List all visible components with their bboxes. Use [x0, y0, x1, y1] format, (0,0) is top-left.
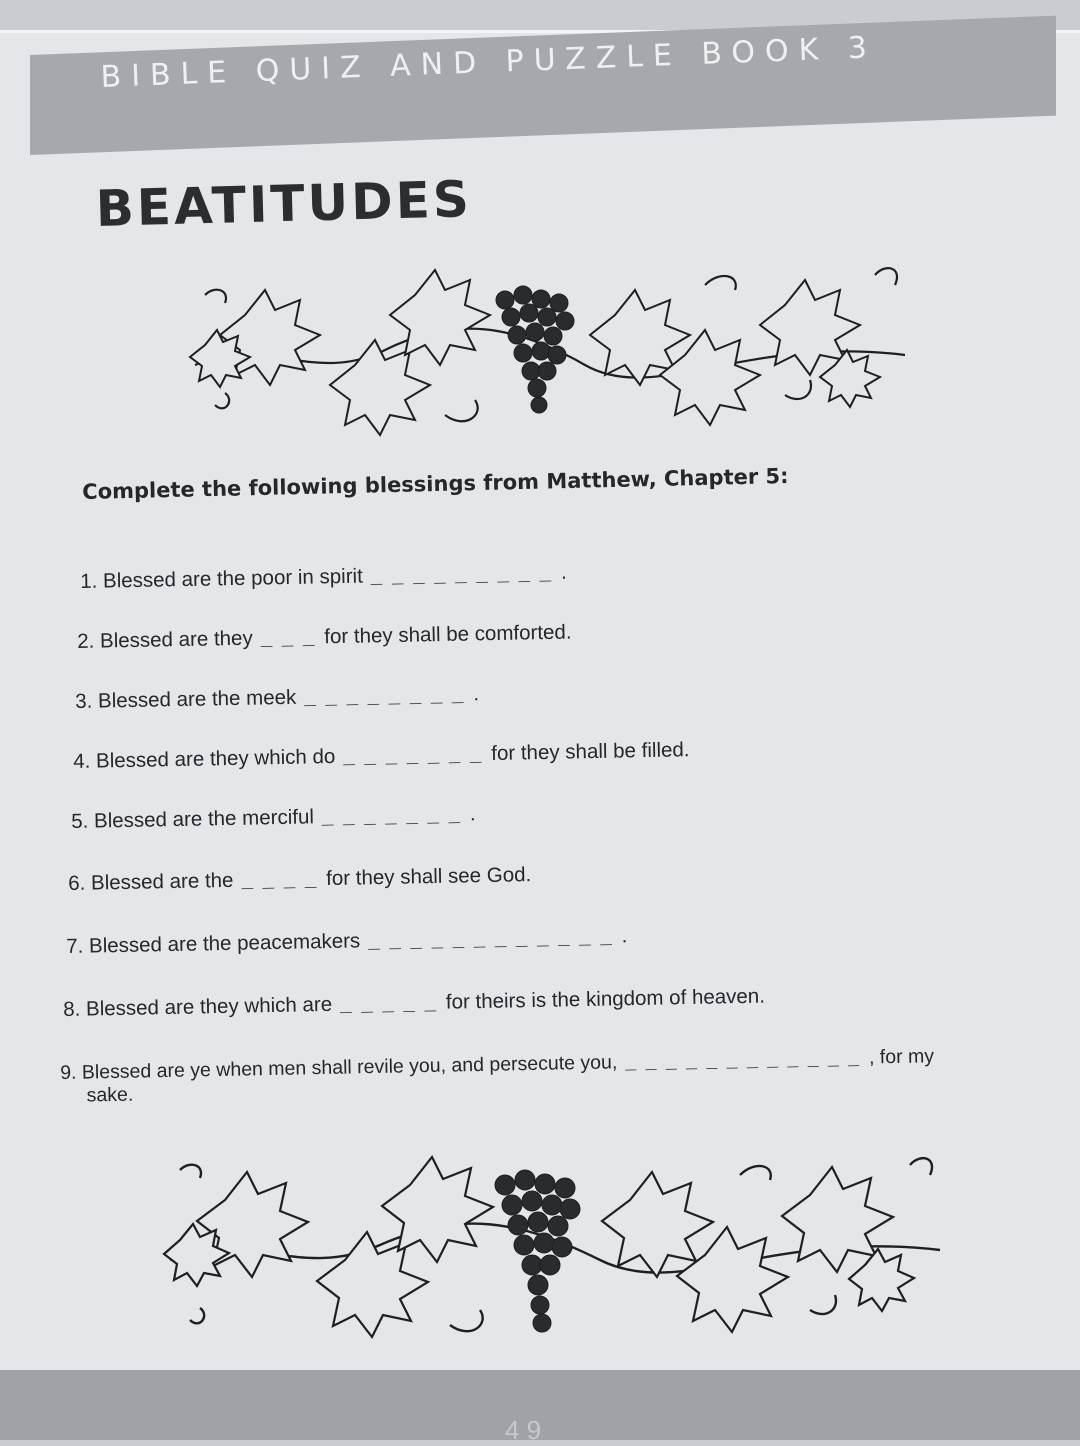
question-number: 8. — [63, 997, 81, 1021]
question-text: Blessed are the meek — [97, 685, 297, 713]
answer-blank[interactable]: _ _ _ _ _ _ _ — [321, 802, 463, 829]
question-ending: , for my — [868, 1045, 935, 1069]
instructions: Complete the following blessings from Matthew, Chapter 5: — [82, 463, 789, 504]
page-number: 4 9 — [505, 1415, 542, 1445]
answer-blank[interactable]: _ _ _ _ _ _ _ _ _ _ _ _ — [625, 1046, 862, 1074]
question-ending: for they shall be comforted. — [324, 620, 572, 649]
question-number: 5. — [71, 809, 89, 833]
grapevine-illustration-top — [185, 255, 915, 445]
question-number: 6. — [68, 871, 86, 895]
question-text: Blessed are they which do — [95, 744, 336, 773]
question-ending: . — [473, 682, 480, 706]
answer-blank[interactable]: _ _ _ _ _ _ _ _ _ — [370, 560, 554, 588]
question-number: 7. — [66, 934, 84, 958]
question-number: 4. — [73, 749, 91, 773]
answer-blank[interactable]: _ _ _ _ _ — [339, 990, 439, 1016]
question-ending: . — [560, 560, 567, 584]
question-number: 3. — [75, 689, 93, 713]
question-number: 1. — [80, 569, 98, 593]
answer-blank[interactable]: _ _ _ _ _ _ _ _ _ _ _ _ — [367, 924, 614, 953]
question-text: Blessed are the — [90, 868, 234, 895]
question-text: Blessed are they — [99, 626, 253, 653]
question-continuation: sake. — [86, 1083, 134, 1107]
question-text: Blessed are ye when men shall revile you, and persecute you, — [81, 1051, 618, 1084]
question-number: 2. — [77, 629, 95, 653]
question-ending: . — [621, 924, 628, 948]
question-ending: . — [469, 802, 476, 826]
answer-blank[interactable]: _ _ _ _ _ _ _ _ — [304, 682, 466, 709]
answer-blank[interactable]: _ _ _ _ — [241, 867, 319, 892]
series-title: BIBLE QUIZ AND PUZZLE BOOK 3 — [100, 30, 878, 95]
question-ending: for theirs is the kingdom of heaven. — [445, 984, 766, 1014]
question-text: Blessed are they which are — [85, 992, 333, 1021]
question-ending: for they shall be filled. — [491, 738, 690, 765]
page-title: BEATITUDES — [95, 170, 473, 238]
question-number: 9. — [60, 1061, 77, 1084]
question-text: Blessed are the merciful — [93, 805, 315, 833]
answer-blank[interactable]: _ _ _ _ _ _ _ — [343, 742, 484, 768]
grapevine-illustration-bottom — [160, 1140, 950, 1360]
question-text: Blessed are the peacemakers — [88, 929, 361, 958]
question-ending: for they shall see God. — [325, 863, 532, 891]
question-text: Blessed are the poor in spirit — [102, 564, 364, 593]
answer-blank[interactable]: _ _ _ — [260, 625, 317, 650]
